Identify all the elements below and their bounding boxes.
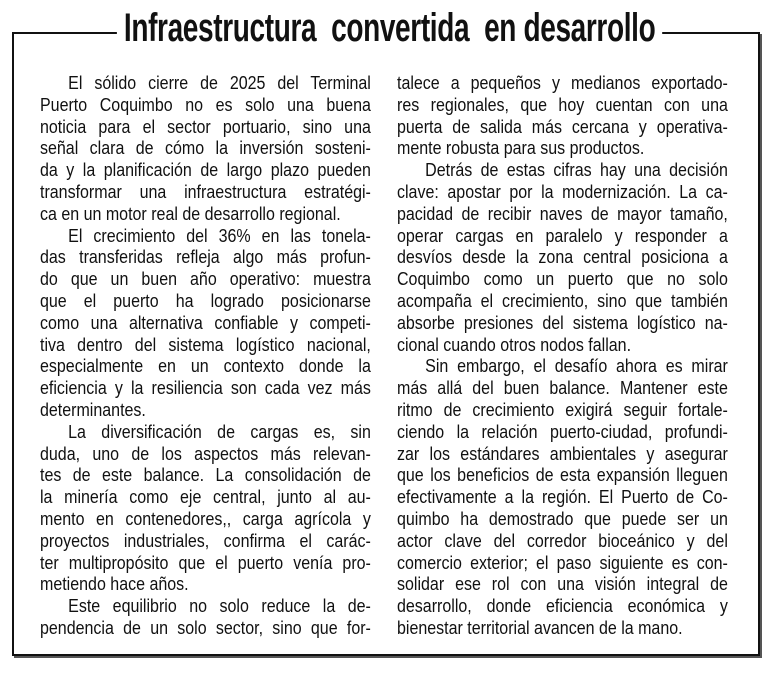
- text-line: cional cuando otros nodos fallan.: [397, 334, 632, 355]
- text-line: eficiencia y la resiliencia son cada vez más: [40, 378, 371, 399]
- text-line: determinantes.: [40, 399, 146, 420]
- text-line: das transferidas refleja algo más profun-: [40, 247, 371, 268]
- text-line: quimbo ha demostrado que puede ser un: [397, 508, 728, 529]
- text-line: ritmo de crecimiento exigirá seguir fortale-: [397, 399, 728, 420]
- text-line: tiva dentro del sistema logístico nacional,: [40, 334, 371, 355]
- text-line: que los beneficios de esta expansión lleguen: [397, 465, 728, 486]
- text-line: ciendo la relación puerto-ciudad, profundi-: [397, 421, 728, 442]
- text-line: tes de este balance. La consolidación de: [40, 465, 371, 486]
- paragraph: [397, 160, 728, 356]
- text-line: El sólido cierre de 2025 del Terminal: [68, 73, 371, 93]
- column-left: [40, 73, 371, 640]
- paragraph: [40, 226, 371, 422]
- paragraph: [40, 422, 371, 596]
- text-line: que el puerto ha logrado posicionarse: [40, 290, 371, 311]
- text-line: efectivamente a la región. El Puerto de Co-: [397, 487, 728, 508]
- text-line: res regionales, que hoy cuentan con una: [397, 94, 728, 115]
- text-line: comercio exterior; el paso siguiente es con-: [397, 552, 728, 573]
- text-line: La diversificación de cargas es, sin: [68, 421, 371, 442]
- text-line: metiendo hace años.: [40, 574, 189, 595]
- paragraph: [40, 73, 371, 226]
- text-line: clave: apostar por la modernización. La ca-: [397, 181, 728, 202]
- text-line: más allá del buen balance. Mantener este: [397, 378, 728, 399]
- article-title: Infraestructura convertida en desarrollo: [117, 6, 662, 50]
- text-line: puerta de salida más cercana y operativa-: [397, 116, 728, 137]
- text-line: noticia para el sector portuario, sino una: [40, 116, 371, 137]
- paragraph: [397, 73, 728, 160]
- text-line: como una alternativa confiable y competi-: [40, 312, 371, 333]
- text-line: Sin embargo, el desafío ahora es mirar: [425, 356, 728, 377]
- text-line: desarrollo, donde eficiencia económica y: [397, 596, 728, 617]
- text-line: transformar una infraestructura estratégi-: [40, 181, 371, 202]
- text-line: zar los estándares ambientales y asegurar: [397, 443, 728, 464]
- paragraph: [397, 356, 728, 639]
- text-line: duda, uno de los aspectos más relevan-: [40, 443, 371, 464]
- text-line: actor clave del corredor bioceánico y del: [397, 530, 728, 551]
- text-line: Coquimbo como un puerto que no solo: [397, 269, 728, 290]
- text-line: pendencia de un solo sector, sino que for-: [40, 617, 371, 638]
- paragraph: [40, 596, 371, 640]
- text-line: absorbe presiones del sistema logístico na-: [397, 312, 728, 333]
- text-line: ter multipropósito que el puerto venía pro-: [40, 552, 371, 573]
- text-line: do que un buen año operativo: muestra: [40, 269, 371, 290]
- text-line: talece a pequeños y medianos exportado-: [397, 73, 728, 93]
- text-line: Detrás de estas cifras hay una decisión: [425, 160, 728, 181]
- title-bar: [0, 6, 770, 50]
- text-line: desvíos desde la zona central posiciona a: [397, 247, 728, 268]
- text-line: Este equilibrio no solo reduce la de-: [68, 596, 371, 617]
- text-line: pacidad de recibir naves de mayor tamaño,: [397, 203, 728, 224]
- text-line: Puerto Coquimbo no es solo una buena: [40, 94, 371, 115]
- text-line: mento en contenedores,, carga agrícola y: [40, 508, 371, 529]
- column-right: [397, 73, 728, 640]
- text-line: proyectos industriales, confirma el carác-: [40, 530, 371, 551]
- text-line: la minería como eje central, junto al au-: [40, 487, 371, 508]
- text-line: mente robusta para sus productos.: [397, 138, 645, 159]
- text-line: bienestar territorial avancen de la mano.: [397, 617, 683, 638]
- text-line: solidar ese rol con una visión integral de: [397, 574, 728, 595]
- text-line: ca en un motor real de desarrollo regional.: [40, 203, 341, 224]
- text-line: El crecimiento del 36% en las tonela-: [68, 225, 371, 246]
- text-line: da y la planificación de largo plazo pueden: [40, 160, 371, 181]
- text-line: especialmente en un contexto donde la: [40, 356, 371, 377]
- text-line: señal clara de cómo la inversión sosteni-: [40, 138, 371, 159]
- text-line: acompaña el crecimiento, sino que también: [397, 290, 728, 311]
- text-line: operar cargas en paralelo y responder a: [397, 225, 728, 246]
